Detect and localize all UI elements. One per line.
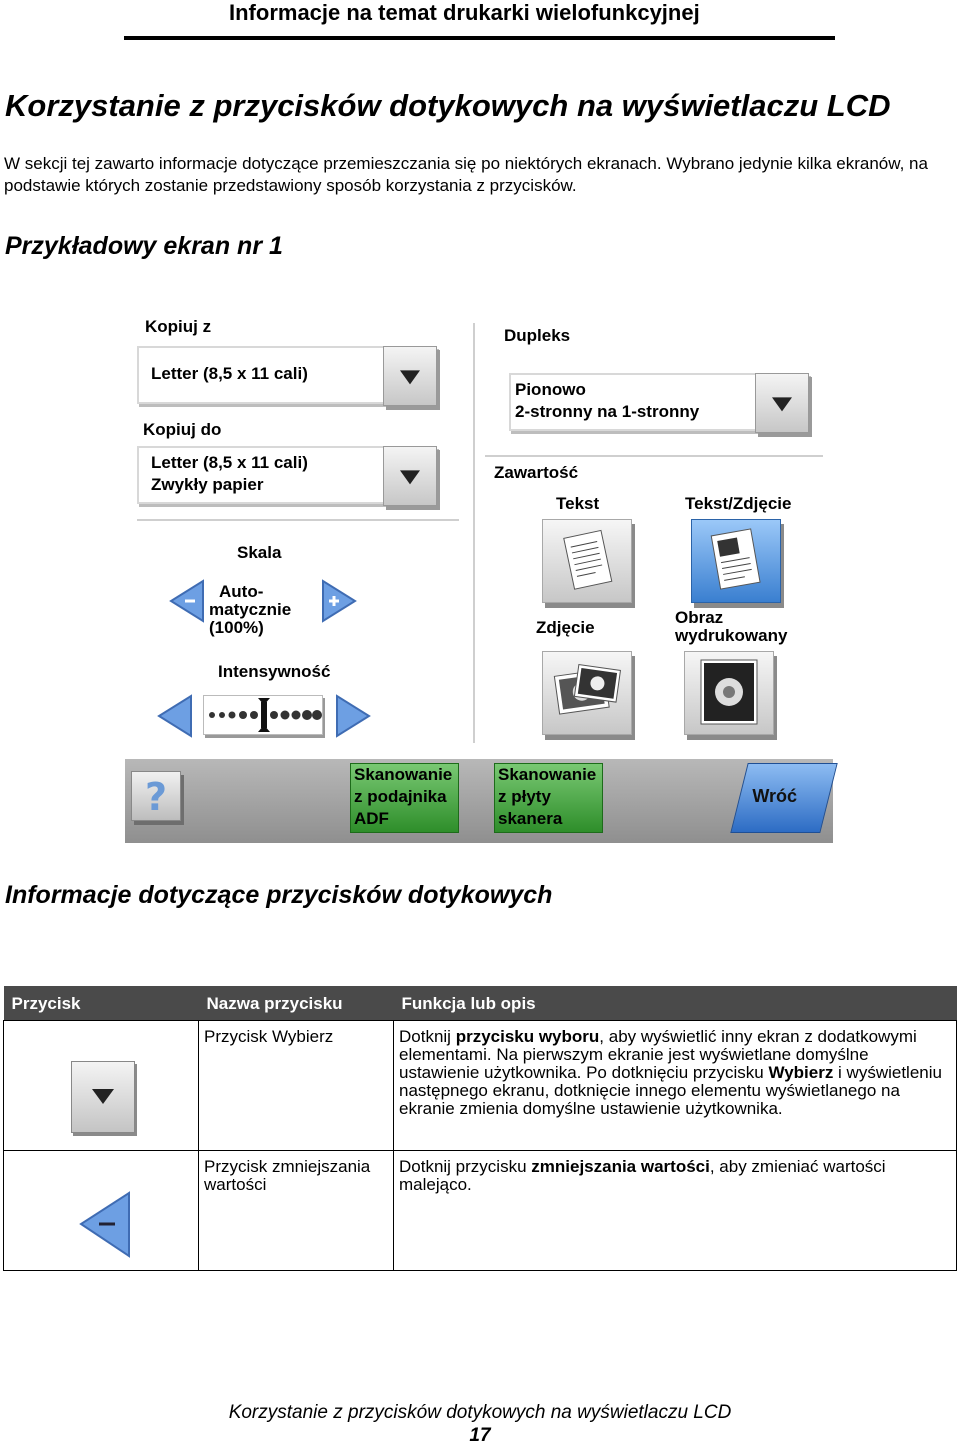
svg-text:?: ? [144,775,168,819]
content-label: Zawartość [494,463,579,482]
increase-intensity-button[interactable] [335,694,371,738]
desc-bold: przycisku wyboru [455,1027,600,1046]
decrease-scale-button[interactable] [169,579,205,623]
duplex-value-2: 2-stronny na 1-stronny [515,402,700,421]
copy-to-value-1: Letter (8,5 x 11 cali) [151,453,308,472]
divider [137,519,459,521]
select-button-example [71,1061,135,1133]
footer-title: Korzystanie z przycisków dotykowych na wyświetlaczu LCD [228,1402,732,1423]
duplex-dropdown[interactable] [509,373,809,431]
intro-paragraph: W sekcji tej zawarto informacje dotyczące przemieszczania się po niektórych ekranach. Wybrano jedynie kilka ekranów, na podstawie których zostanie przedstawiony sposób korzystania z przycisków. [4,154,928,195]
table-row [4,1021,957,1151]
printed-image-button[interactable] [684,651,774,735]
scan-adf-line2: z podajnika [354,787,447,806]
button-description [394,1021,957,1151]
scan-flatbed-line3: skanera [498,809,563,828]
chevron-down-icon [772,397,792,411]
text-photo-option-label: Tekst/Zdjęcie [685,494,792,513]
scale-value [209,583,291,637]
header-rule [124,36,835,40]
decrease-intensity-button[interactable] [157,694,193,738]
scale-value-3: (100%) [209,618,264,637]
back-label: Wróć [752,786,798,806]
page-number: 17 [469,1425,491,1446]
select-button[interactable] [383,346,437,406]
info-title: Informacje dotyczące przycisków dotykowych [5,881,553,909]
printed-image-label-1: Obraz [675,608,724,627]
divider [485,455,823,457]
select-button[interactable] [383,446,437,506]
desc-text: , aby wyświetlić inny ekran z dodatkowymi elementami. Na pierwszym ekranie jest wyświetlane domyślne ustawienie użytkownika. Po dotknięciu przycisku [399,1027,917,1082]
desc-text: Dotknij przycisku [399,1157,532,1176]
photo-button[interactable] [542,651,632,735]
document-icon [543,520,631,602]
intensity-scale [204,696,322,734]
desc-text: i wyświetleniu następnego ekranu, dotknięcie innego elementu wyświetlanego na ekranie zmienia domyślne ustawienie użytkownika. [399,1063,942,1118]
chevron-down-icon [92,1089,114,1104]
desc-text: Dotknij [399,1027,456,1046]
decrease-arrow-icon [77,1190,133,1260]
copy-from-label: Kopiuj z [145,317,212,336]
running-header: Informacje na temat drukarki wielofunkcyjnej [229,0,700,25]
lcd-screen [125,313,833,843]
copy-from-value: Letter (8,5 x 11 cali) [151,364,308,383]
column-header: Nazwa przycisku [199,986,394,1021]
scan-adf-line1: Skanowanie [354,765,453,784]
flower-photo-icon [685,652,773,734]
scan-flatbed-button[interactable] [494,763,603,833]
desc-bold: Wybierz [768,1063,834,1082]
scale-label: Skala [237,543,282,562]
desc-bold: zmniejszania wartości [531,1157,710,1176]
select-button[interactable] [755,373,809,433]
printed-image-label-2: wydrukowany [675,626,788,645]
desc-text: , aby zmieniać wartości malejąco. [399,1157,886,1194]
back-button[interactable] [730,763,837,833]
column-header: Funkcja lub opis [394,986,957,1021]
printed-image-option-label [675,609,787,645]
scan-adf-line3: ADF [354,809,389,828]
button-image-cell [4,1021,199,1151]
help-button[interactable] [131,771,181,821]
intensity-label: Intensywność [218,662,331,681]
duplex-value-1: Pionowo [515,380,586,399]
copy-to-label: Kopiuj do [143,420,222,439]
chevron-down-icon [400,370,420,384]
button-name: Przycisk Wybierz [199,1021,394,1151]
divider [473,323,475,743]
scan-flatbed-line2: z płyty [498,787,551,806]
photo-icon [543,652,631,734]
buttons-table [3,986,957,1271]
section-title: Korzystanie z przycisków dotykowych na wyświetlaczu LCD [5,88,891,123]
scale-value-2: matycznie [209,600,292,619]
text-option-label: Tekst [556,494,600,513]
scan-flatbed-line1: Skanowanie [498,765,597,784]
table-header-row [4,986,957,1021]
copy-from-dropdown[interactable] [137,346,437,404]
duplex-label: Dupleks [504,326,571,345]
scan-adf-button[interactable] [350,763,459,833]
document-photo-icon [692,520,780,602]
button-name: Przycisk zmniejszania wartości [199,1151,394,1271]
intensity-slider[interactable] [203,695,323,735]
chevron-down-icon [400,470,420,484]
copy-to-value-2: Zwykły papier [151,475,264,494]
example-title: Przykładowy ekran nr 1 [5,232,283,260]
scale-value-1: Auto- [219,582,264,601]
increase-scale-button[interactable] [321,579,357,623]
button-description [394,1151,957,1271]
photo-option-label: Zdjęcie [536,618,595,637]
intensity-thumb[interactable] [258,698,270,732]
text-photo-button[interactable] [691,519,781,603]
table-row [4,1151,957,1271]
copy-to-dropdown[interactable] [137,446,437,504]
question-mark-icon [132,772,180,820]
column-header: Przycisk [4,986,199,1021]
button-image-cell [4,1151,199,1271]
bottom-bar [125,759,833,843]
text-button[interactable] [542,519,632,603]
